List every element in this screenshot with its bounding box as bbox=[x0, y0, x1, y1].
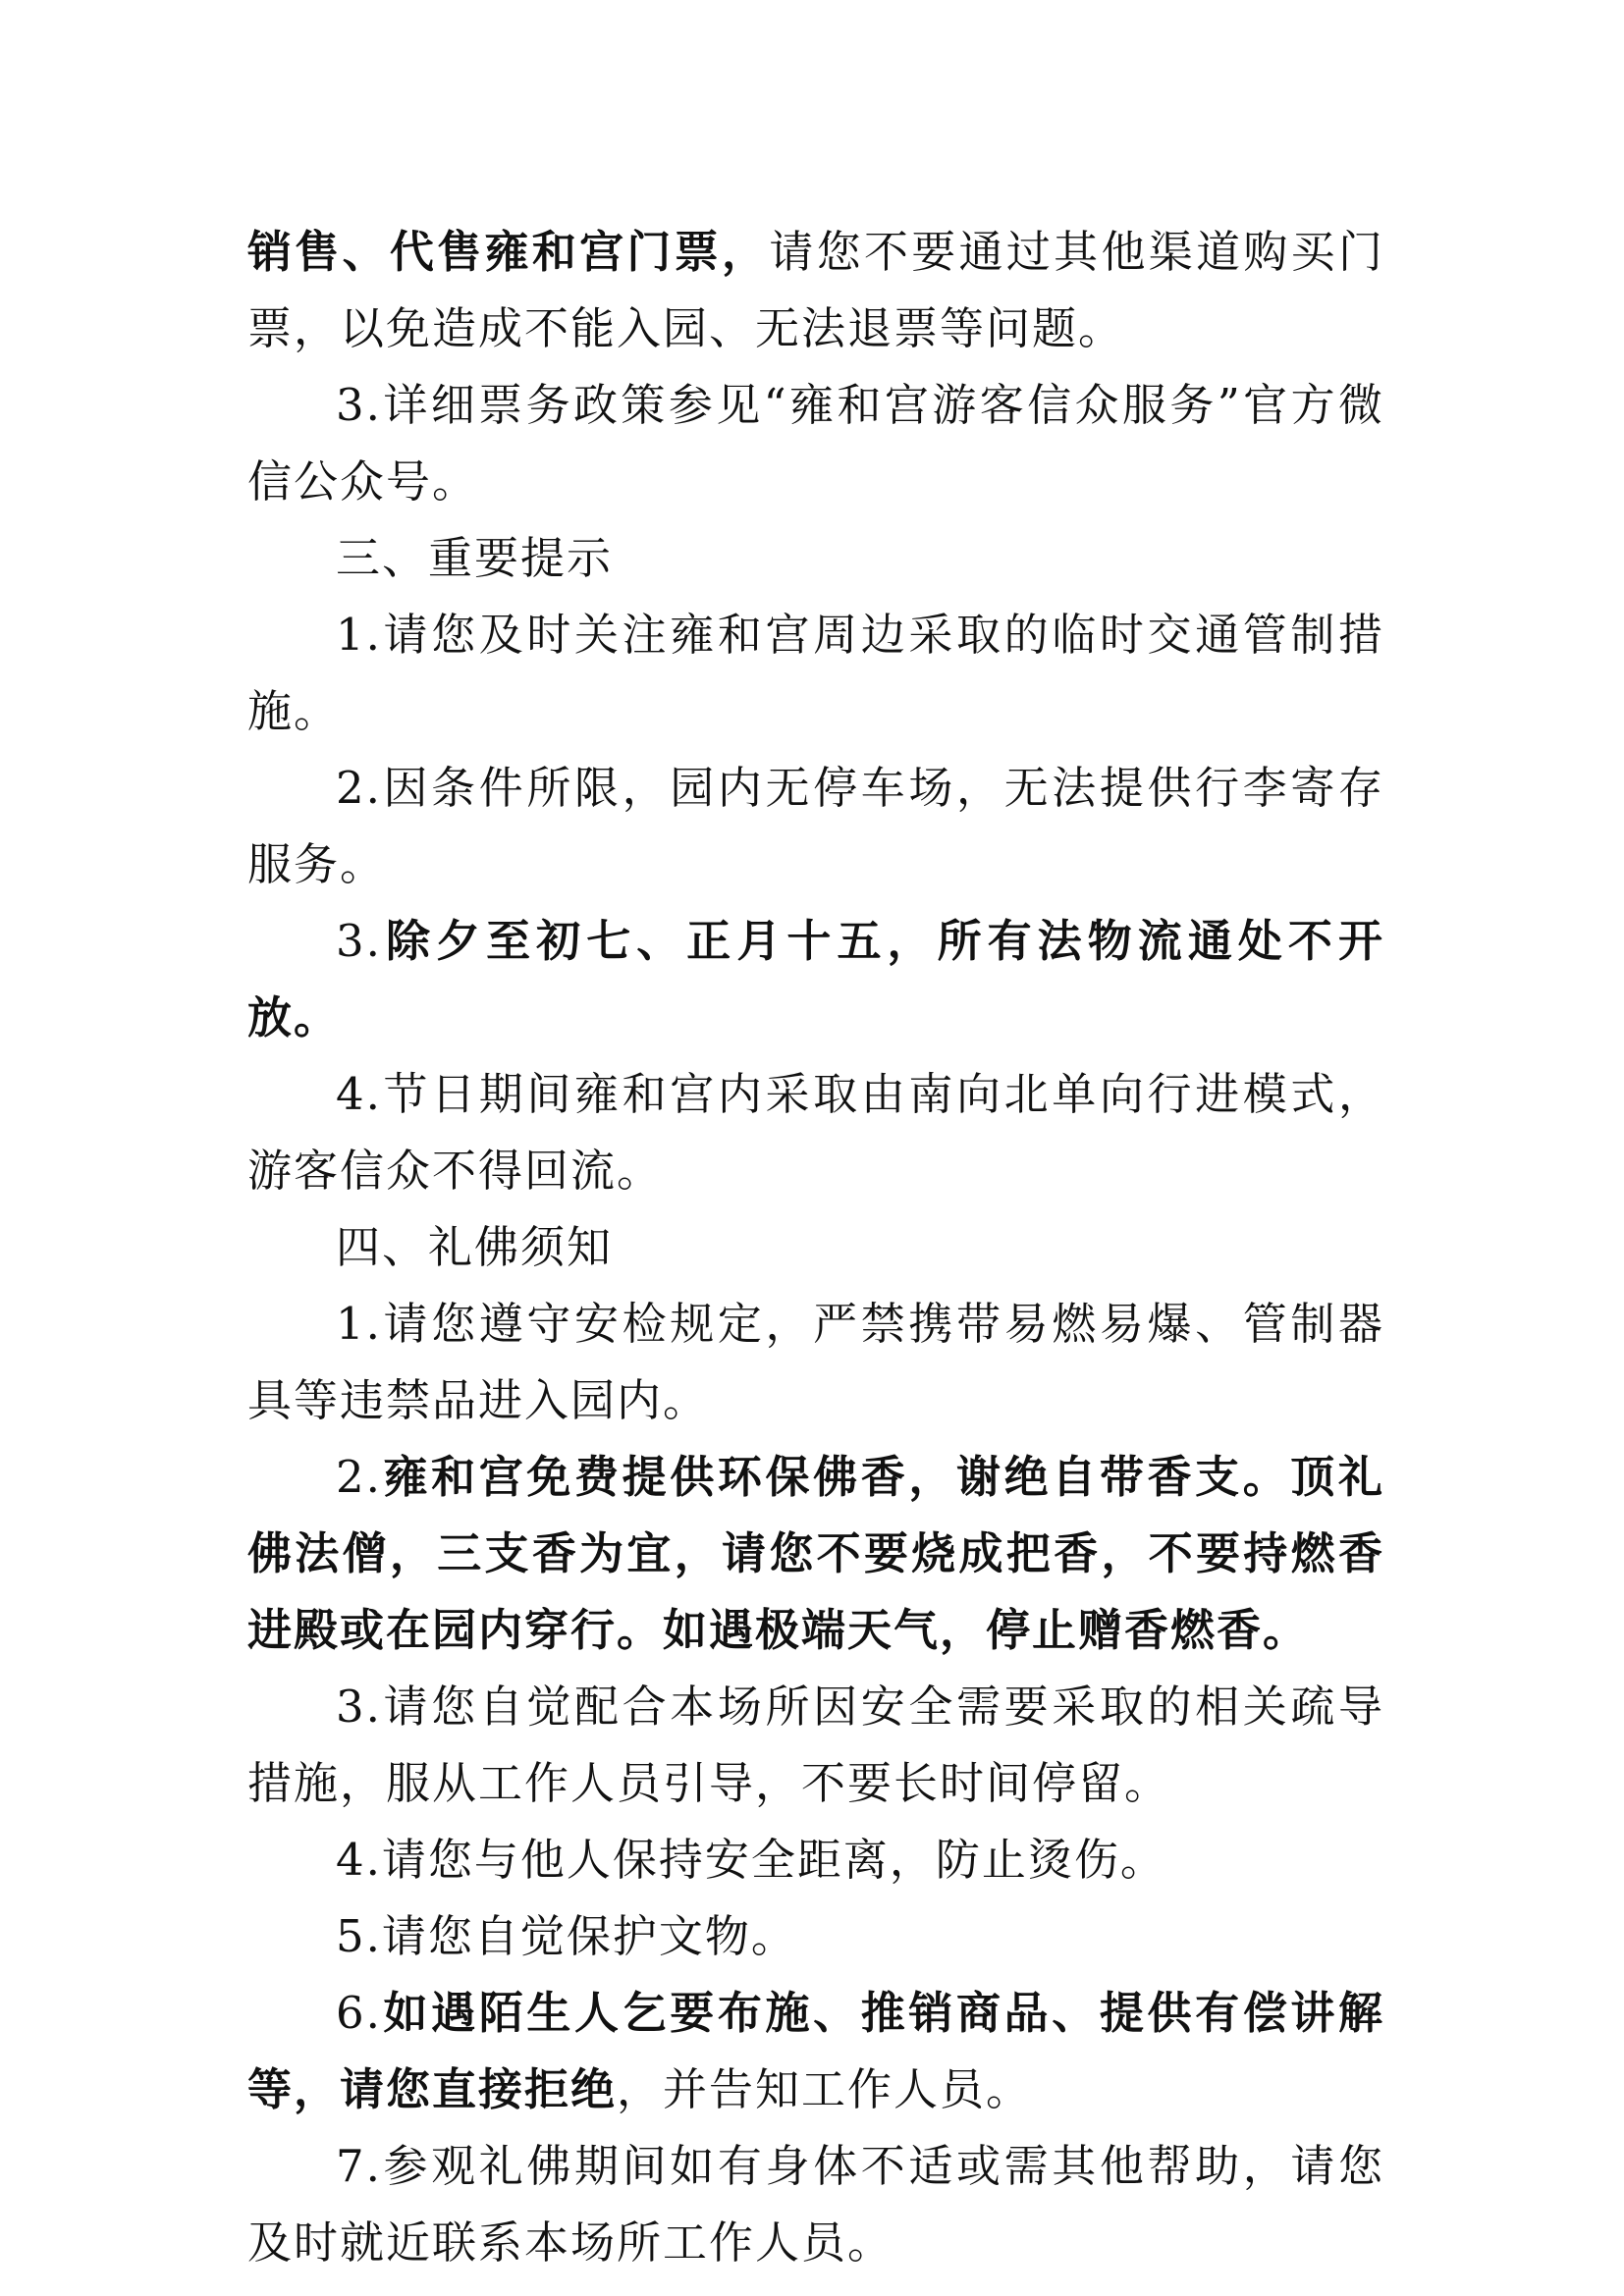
bold-text: 除夕至初七、正月十五，所有法物流通处不开放。 bbox=[247, 915, 1384, 1043]
guideline-item-4: 4.请您与他人保持安全距离，防止烫伤。 bbox=[336, 1834, 1166, 1886]
tip-item-1: 1.请您及时关注雍和宫周边采取的临时交通管制措施。 bbox=[247, 609, 1384, 737]
paragraph-ticket-channels bbox=[247, 214, 1384, 367]
item-number: 6. bbox=[336, 1987, 382, 2039]
section-heading-worship-guidelines: 四、礼佛须知 bbox=[336, 1221, 614, 1273]
document-page bbox=[247, 214, 1384, 2281]
bold-text: 如遇陌生人乞要布施、推销商品、提供有偿讲解等，请您直接拒绝 bbox=[247, 1987, 1384, 2115]
tip-item-4: 4.节日期间雍和宫内采取由南向北单向行进模式，游客信众不得回流。 bbox=[247, 1068, 1384, 1197]
guideline-item-2 bbox=[247, 1439, 1384, 1669]
tip-item-2: 2.因条件所限，园内无停车场，无法提供行李寄存服务。 bbox=[247, 762, 1384, 890]
bold-text: 雍和宫免费提供环保佛香，谢绝自带香支。顶礼佛法僧，三支香为宜，请您不要烧成把香，不要持燃香进殿或在园内穿行。如遇极端天气，停止赠香燃香。 bbox=[247, 1451, 1384, 1656]
guideline-item-3: 3.请您自觉配合本场所因安全需要采取的相关疏导措施，服从工作人员引导，不要长时间停留。 bbox=[247, 1681, 1384, 1809]
guideline-item-6 bbox=[247, 1975, 1384, 2128]
item-number: 3. bbox=[336, 915, 382, 967]
body-text: 请您不要通过其他渠道购买门票，以免造成不能入园、无法退票等问题。 bbox=[247, 226, 1384, 354]
body-text: ，并告知工作人员。 bbox=[617, 2063, 1033, 2115]
bold-text: 销售、代售雍和宫门票， bbox=[247, 226, 770, 278]
item-number: 2. bbox=[336, 1451, 382, 1503]
guideline-item-5: 5.请您自觉保护文物。 bbox=[336, 1910, 797, 1962]
guideline-item-7: 7.参观礼佛期间如有身体不适或需其他帮助，请您及时就近联系本场所工作人员。 bbox=[247, 2140, 1384, 2269]
guideline-item-1: 1.请您遵守安检规定，严禁携带易燃易爆、管制器具等违禁品进入园内。 bbox=[247, 1298, 1384, 1426]
section-heading-important-tips: 三、重要提示 bbox=[336, 532, 614, 584]
tip-item-3 bbox=[247, 903, 1384, 1056]
paragraph-ticket-policy: 3.详细票务政策参见“雍和宫游客信众服务”官方微信公众号。 bbox=[247, 379, 1384, 507]
